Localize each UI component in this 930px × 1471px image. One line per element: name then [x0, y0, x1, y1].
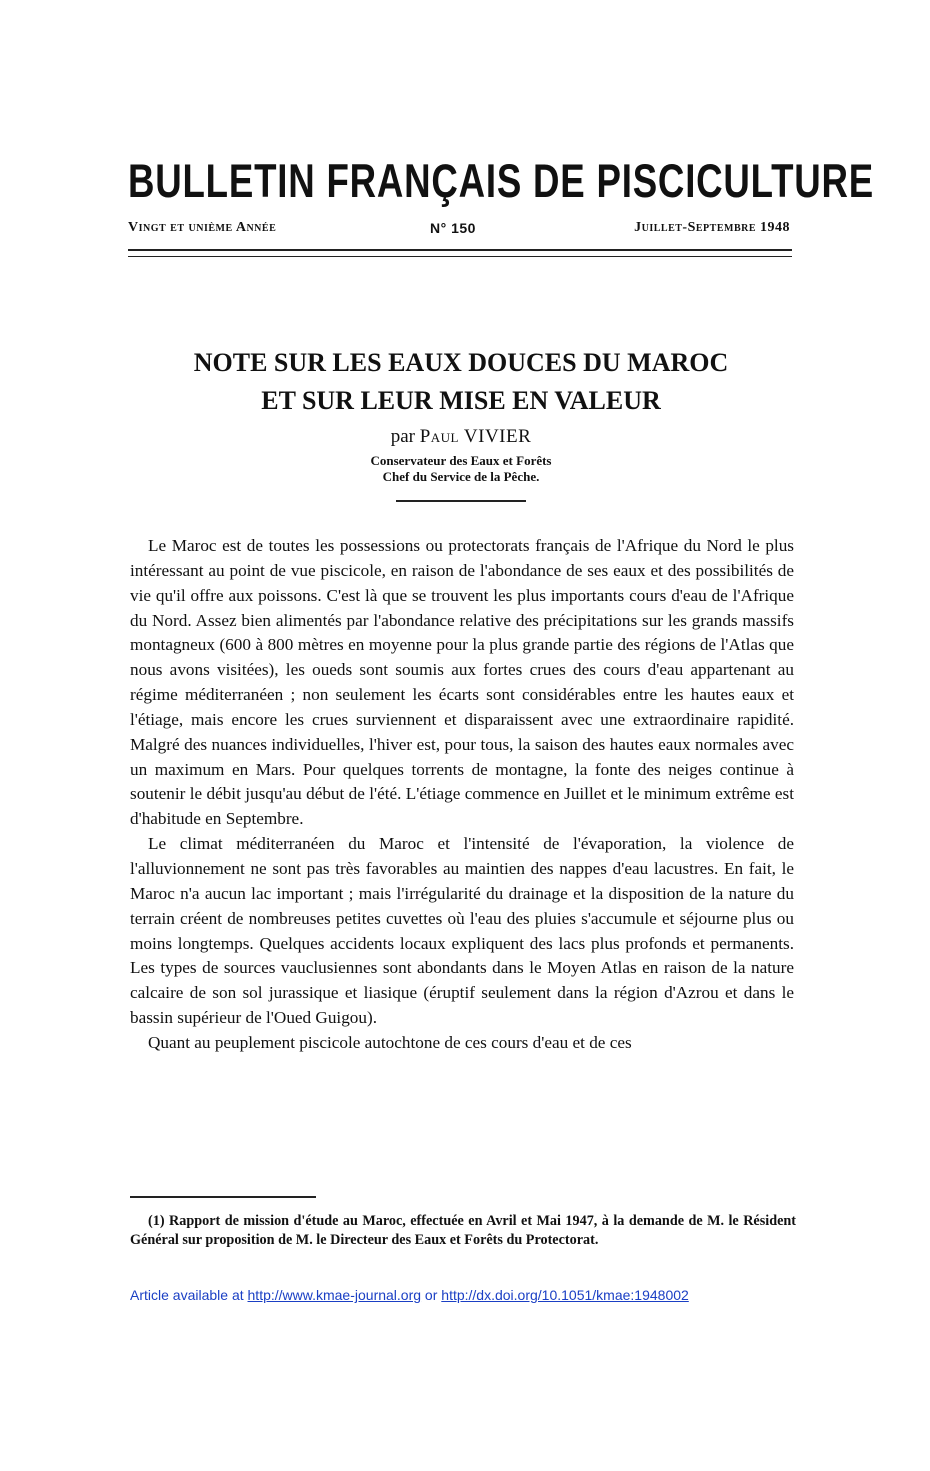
journal-title: BULLETIN FRANÇAIS DE PISCICULTURE: [128, 154, 875, 207]
paragraph: Le climat méditerranéen du Maroc et l'intensité de l'évaporation, la violence de l'alluvionnement ne sont pas très favorables au maintien des nappes d'eau lacustres. En fait, le Maroc n'a aucun lac important ; mais l'irrégularité du drainage et la disposition de la nature du terrain créent de nombreuses petites cuvettes où l'eau des pluies s'accumule et séjourne plus ou moins longtemps. Quelques accidents locaux expliquent des lacs plus profonds et permanents. Les types de sources vauclusiennes sont abondants dans le Moyen Atlas en raison de la nature calcaire de son sol jurassique et liasique (éruptif seulement dans la région d'Azrou et dans le bassin supérieur de l'Oued Guigou).: [130, 834, 794, 1028]
availability-prefix: Article available at: [130, 1287, 248, 1303]
author-affiliation-2: Chef du Service de la Pêche.: [382, 469, 540, 484]
footnote: (1) Rapport de mission d'étude au Maroc, effectuée en Avril et Mai 1947, à la demande de M. le Résident Général sur proposition de M. le Directeur des Eaux et Forêts du Protectorat.: [130, 1213, 796, 1248]
byline-by: par: [390, 426, 415, 447]
author-affiliation-1: Conservateur des Eaux et Forêts: [370, 453, 552, 468]
volume-year: Vingt et unième Année: [128, 220, 277, 235]
availability-note: [130, 1287, 830, 1303]
issue-number: N° 150: [430, 220, 476, 236]
author-name: Paul VIVIER: [419, 426, 532, 447]
availability-middle: or: [421, 1287, 442, 1303]
article-title-line-2: ET SUR LEUR MISE EN VALEUR: [261, 386, 661, 415]
article-body: [130, 534, 794, 1056]
header-rule-top: [128, 249, 792, 251]
issue-period: Juillet-Septembre 1948: [634, 220, 790, 235]
header-rule-bottom: [128, 256, 792, 257]
footnote-rule: [130, 1196, 316, 1198]
journal-link[interactable]: http://www.kmae-journal.org: [247, 1287, 422, 1303]
title-separator: [396, 500, 526, 502]
paragraph: Le Maroc est de toutes les possessions ou protectorats français de l'Afrique du Nord le plus intéressant au point de vue piscicole, en raison de l'abondance de ses eaux et des possibilités de vie qu'il offre aux poissons. C'est là que se trouvent les plus importants cours d'eau de l'Afrique du Nord. Assez bien alimentés par l'abondance relative des précipitations sur les grands massifs montagneux (600 à 800 mètres en moyenne pour la plus grande partie des régions de l'Atlas que nous avons visitées), les oueds sont soumis aux fortes crues des cours d'eau appartenant au régime méditerranéen ; non seulement les écarts sont considérables entre les hautes eaux et l'étiage, mais encore les crues surviennent et disparaissent avec une extraordinaire rapidité. Malgré des nuances individuelles, l'hiver est, pour tous, la saison des hautes eaux normales avec un maximum en Mars. Pour quelques torrents de montagne, la fonte des neiges continue à soutenir le débit jusqu'au début de l'été. L'étiage commence en Juillet et le minimum extrême est d'habitude en Septembre.: [130, 536, 794, 829]
article-title-line-1: NOTE SUR LES EAUX DOUCES DU MAROC: [193, 348, 729, 377]
doi-link[interactable]: http://dx.doi.org/10.1051/kmae:1948002: [441, 1287, 689, 1303]
byline: [130, 425, 792, 449]
paragraph: Quant au peuplement piscicole autochtone de ces cours d'eau et de ces: [148, 1032, 632, 1052]
issue-line: [128, 220, 790, 240]
